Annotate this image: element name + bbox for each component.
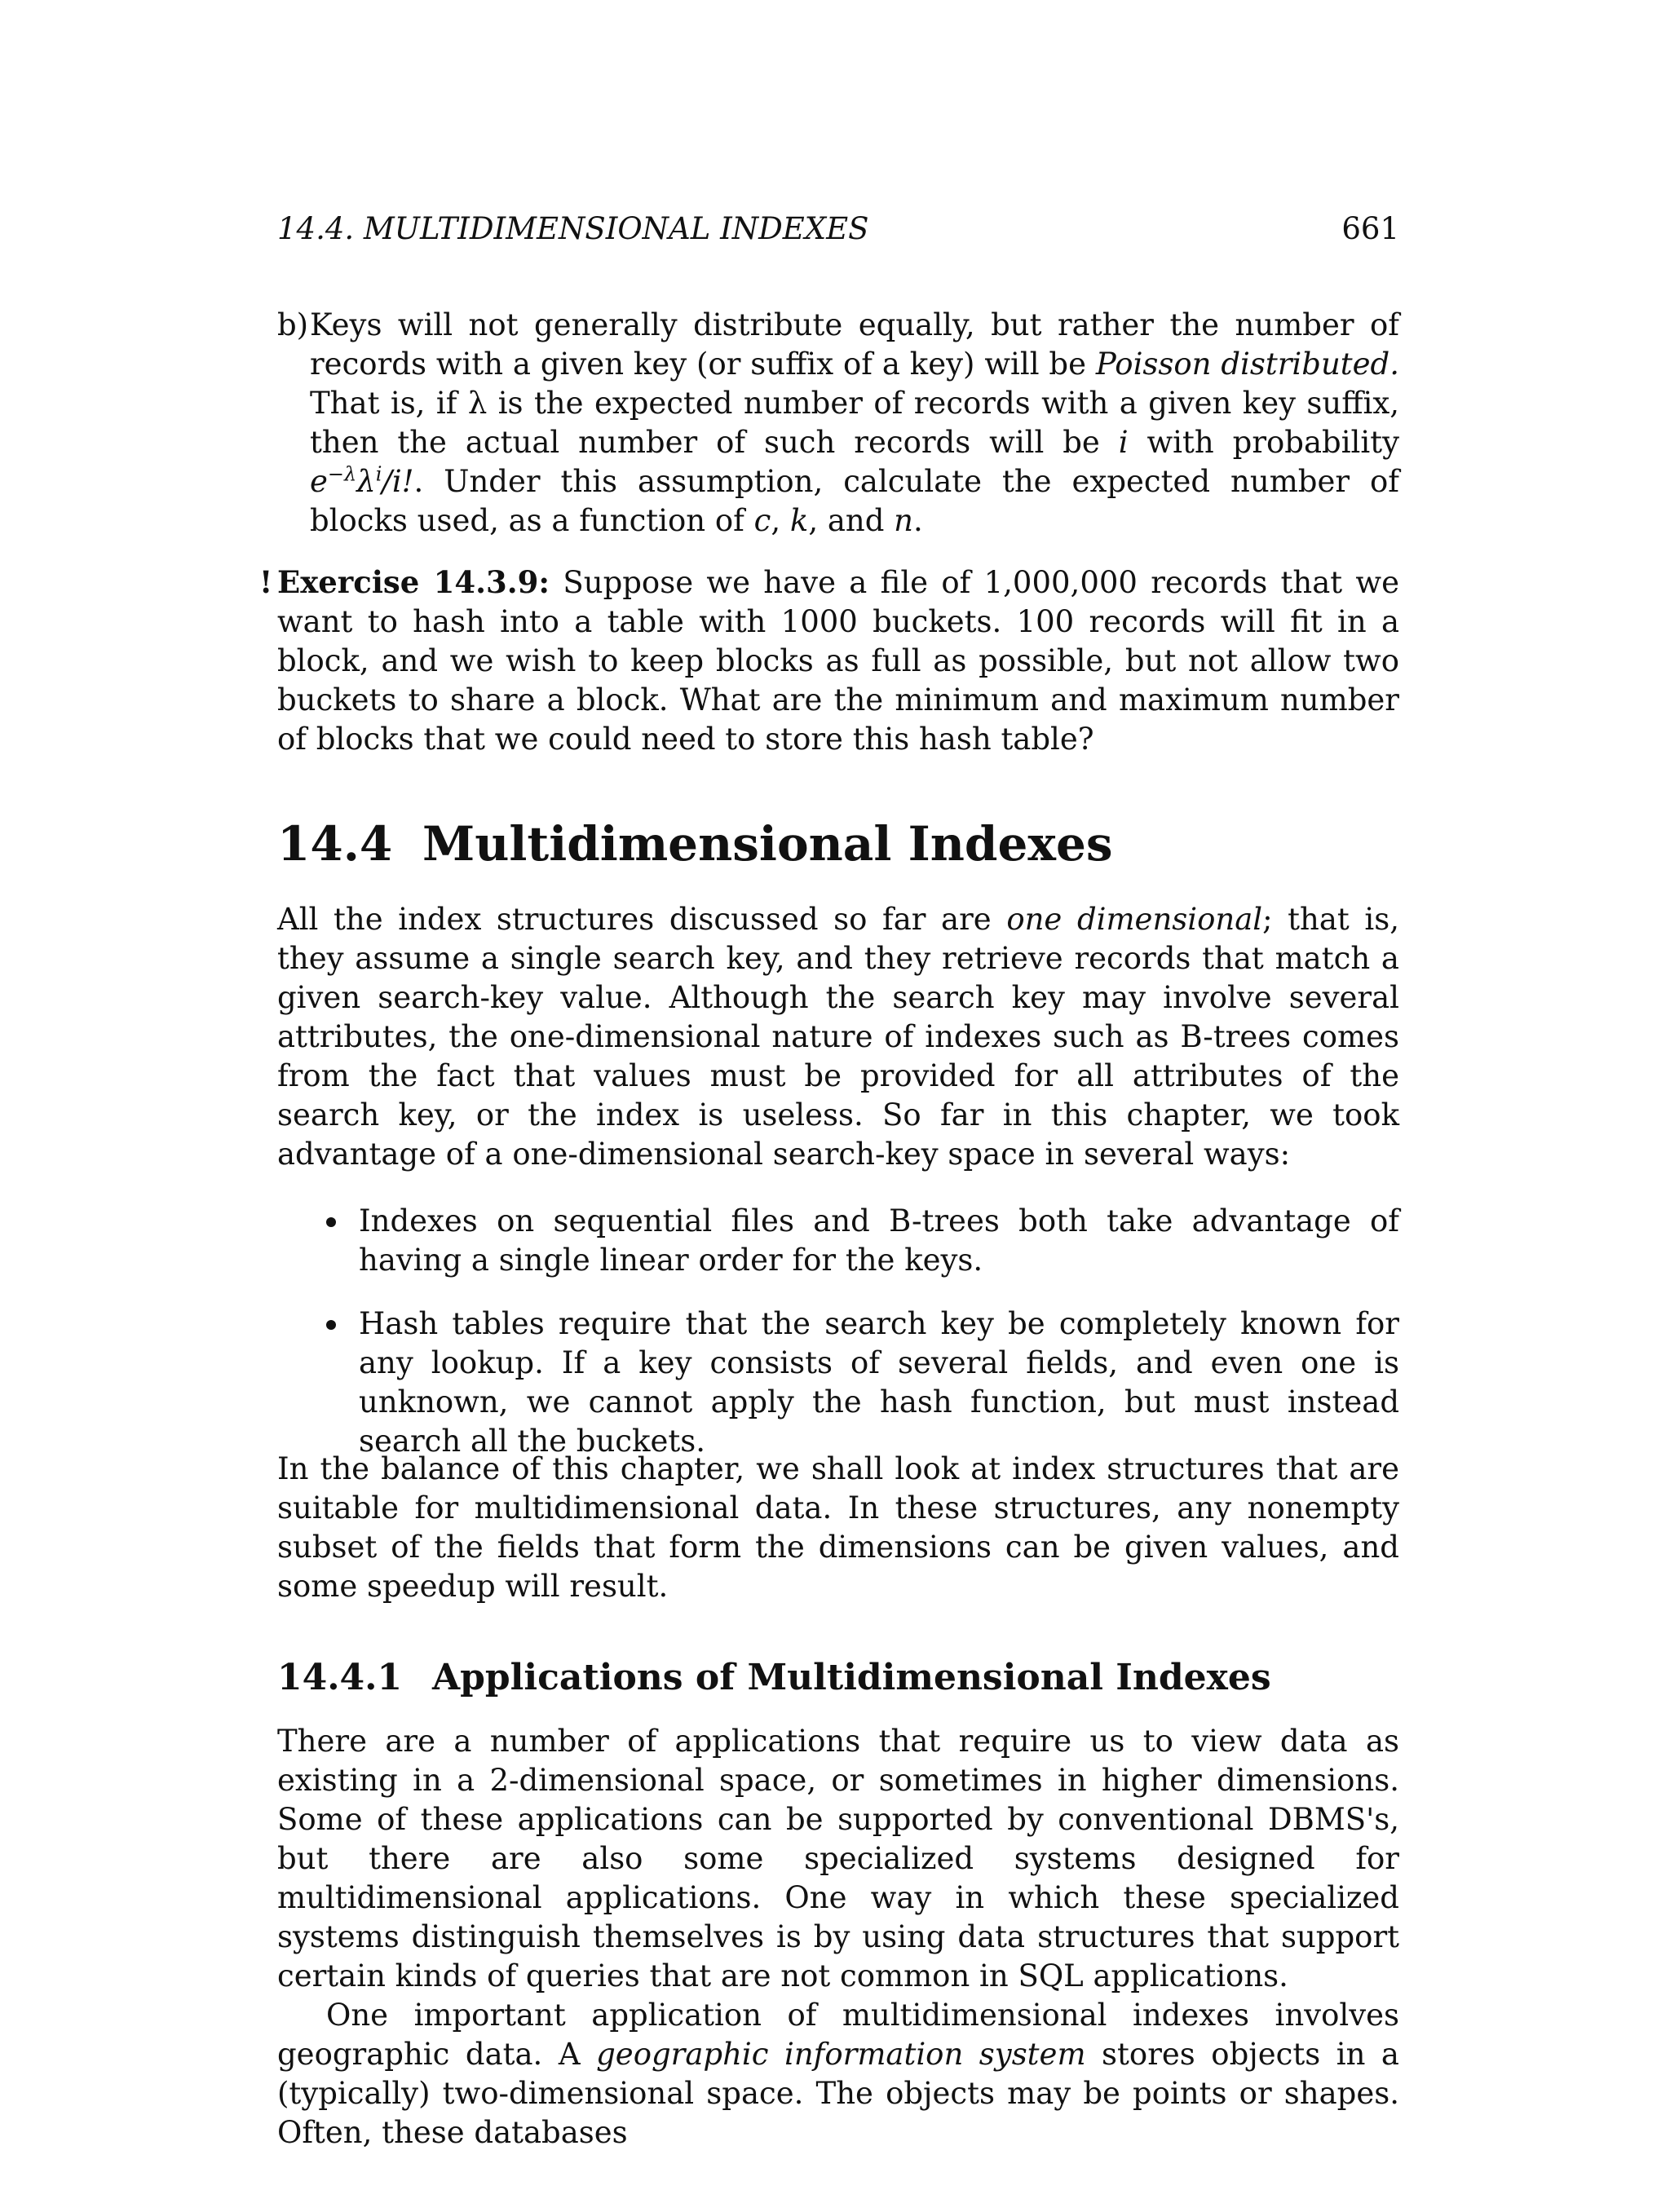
section-title-text: Multidimensional Indexes bbox=[422, 816, 1113, 872]
emphasis-gis: geographic information system bbox=[596, 2037, 1086, 2072]
subitem-label: b) bbox=[277, 307, 309, 342]
exercise-14-3-9 bbox=[259, 563, 1399, 759]
running-header bbox=[277, 209, 1399, 249]
bullet-dot bbox=[326, 1320, 336, 1330]
balance-paragraph: In the balance of this chapter, we shall look at index structures that are suitable for multidimensional data. In these structures, any nonempty subset of the fields that form the dimensions can be given values, and some speedup will result. bbox=[277, 1451, 1399, 1604]
bullet-text: Indexes on sequential files and B-trees both take advantage of having a single linear order for the keys. bbox=[359, 1203, 1399, 1278]
subsection-paragraph-2: One important application of multidimensional indexes involves geographic data. A geographic information system stores objects in a (typically) two-dimensional space. The objects may be points or shapes. Often, these databases bbox=[277, 1998, 1399, 2150]
bullet-text: Hash tables require that the search key be completely known for any lookup. If a key consists of several fields, and even one is unknown, we cannot apply the hash function, but must instead search all the buckets. bbox=[359, 1306, 1399, 1459]
subsection-number: 14.4.1 bbox=[277, 1657, 403, 1698]
bullet-item bbox=[359, 1202, 1399, 1280]
bullet-item bbox=[359, 1305, 1399, 1461]
bullet-dot bbox=[326, 1217, 336, 1227]
subsection-heading bbox=[277, 1655, 1399, 1701]
subsection-body bbox=[277, 1722, 1399, 2152]
emphasis-poisson: Poisson distributed. bbox=[1095, 347, 1399, 382]
exercise-label: Exercise 14.3.9: bbox=[277, 564, 550, 600]
subitem-b-text: Keys will not generally distribute equally, but rather the number of records with a given key (or suffix of a key) will be Poisson distributed. That is, if λ is the expected number of records with a given key suffix, then the actual number of such records will be i with probability $e^{-\lambda}\lambda^i/i$!. Under this assumption, calculate the expected number of blocks used, as a function of c, k, and n. bbox=[310, 307, 1399, 538]
page-number: 661 bbox=[1341, 211, 1399, 246]
section-number: 14.4 bbox=[277, 816, 393, 872]
intro-paragraph: All the index structures discussed so far are one dimensional; that is, they assume a single search key, and they retrieve records that match a given search-key value. Although the search key may involve several attributes, the one-dimensional nature of indexes such as B-trees comes from the fact that values must be provided for all attributes of the search key, or the index is useless. So far in this chapter, we took advantage of a one-dimensional search-key space in several ways: bbox=[277, 902, 1399, 1172]
subsection-paragraph-1: There are a number of applications that require us to view data as existing in a 2-dimensional space, or sometimes in higher dimensions. Some of these applications can be supported by conventional DBMS's, but there are also some specialized systems designed for multidimensional applications. One way in which these specialized systems distinguish themselves is by using data structures that support certain kinds of queries that are not common in SQL applications. bbox=[277, 1724, 1399, 1993]
emphasis-one-dimensional: one dimensional bbox=[1006, 902, 1263, 937]
running-title: 14.4. MULTIDIMENSIONAL INDEXES bbox=[277, 211, 869, 246]
exercise-subitem-b bbox=[277, 306, 1399, 541]
section-intro bbox=[277, 900, 1399, 1174]
subsection-title-text: Applications of Multidimensional Indexes bbox=[432, 1657, 1271, 1698]
section-balance bbox=[277, 1450, 1399, 1606]
exercise-text: Exercise 14.3.9: Suppose we have a file of 1,000,000 records that we want to hash into a table with 1000 buckets. 100 records will fit in a block, and we wish to keep blocks as full as possible, but not allow two buckets to share a block. What are the minimum and maximum number of blocks that we could need to store this hash table? bbox=[277, 564, 1399, 757]
probability-formula: $e^{-\lambda}\lambda^i/i$! bbox=[310, 462, 414, 499]
difficulty-mark: ! bbox=[259, 564, 273, 600]
section-heading bbox=[277, 815, 1399, 872]
